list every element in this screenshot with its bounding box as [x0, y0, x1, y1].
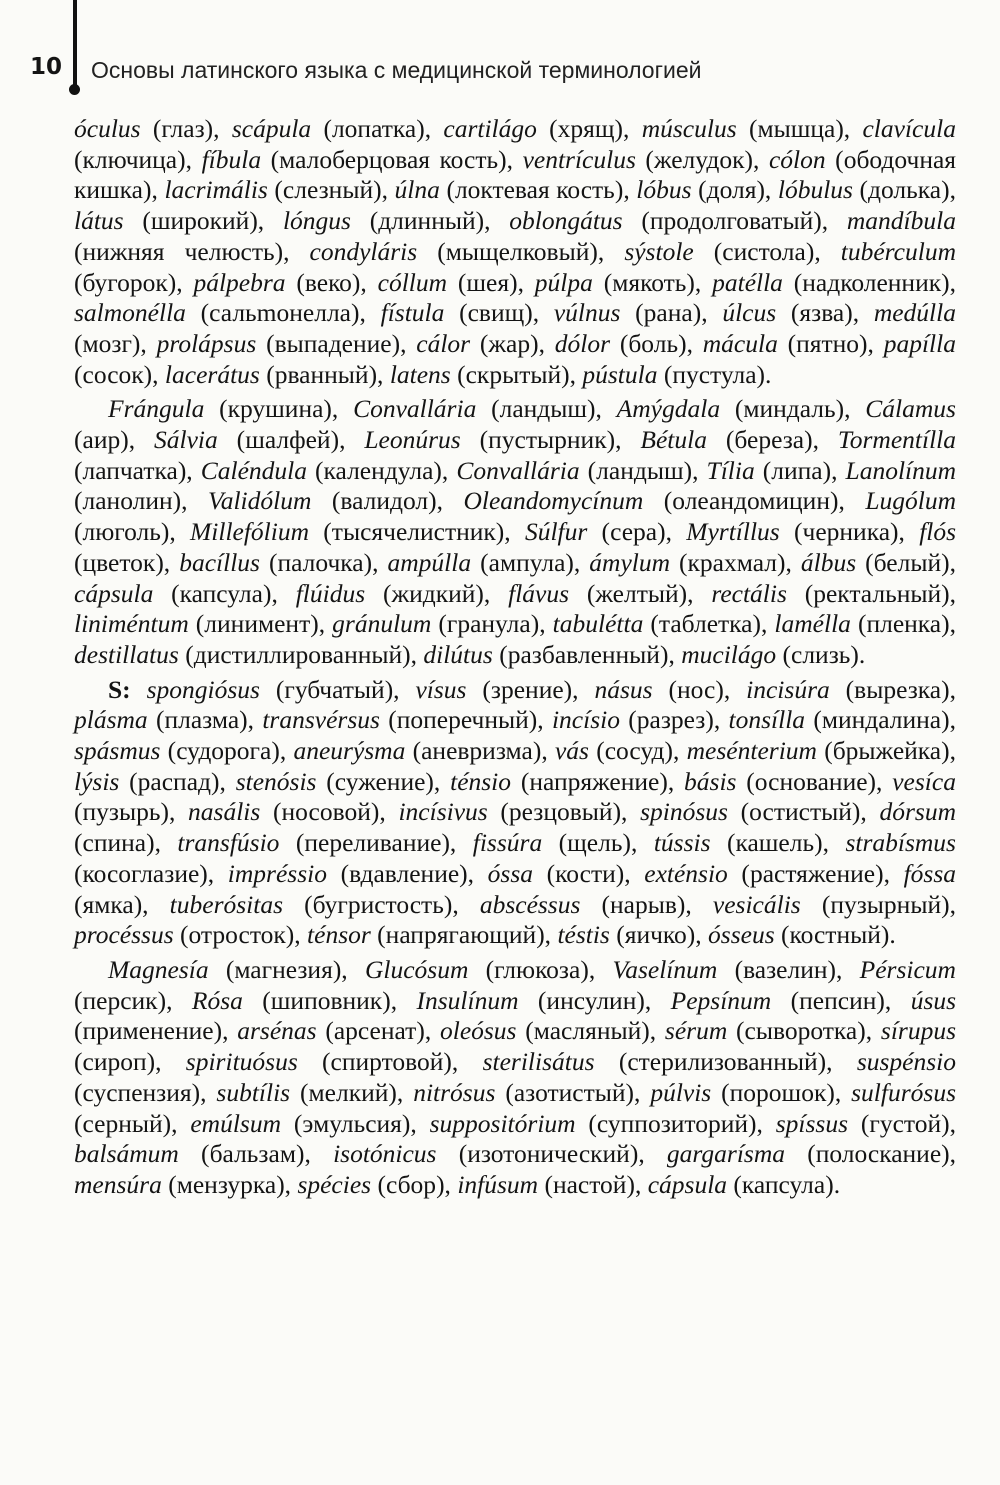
latin-term: vísus — [415, 674, 467, 704]
latin-term: sýstole — [624, 236, 694, 266]
latin-term: spásmus — [74, 736, 161, 766]
latin-term: fóssa — [903, 858, 957, 888]
russian-translation: основание — [754, 766, 868, 796]
latin-term: tubérculum — [840, 236, 956, 266]
latin-term: vesíca — [892, 766, 956, 796]
russian-translation: зрение — [490, 674, 564, 704]
latin-term: isotónicus — [333, 1139, 437, 1169]
russian-translation: малоберцовая кость — [279, 144, 499, 174]
latin-term: patélla — [712, 267, 783, 297]
russian-translation: брыжейка — [832, 736, 942, 766]
russian-translation: сироп — [82, 1047, 147, 1077]
russian-translation: кашель — [735, 828, 815, 858]
latin-term: Lugólum — [865, 486, 957, 516]
russian-translation: шея — [466, 267, 510, 297]
russian-translation: надколенник — [802, 267, 942, 297]
latin-term: fissúra — [472, 828, 543, 858]
latin-term: dórsum — [879, 797, 956, 827]
latin-term: mesénterium — [686, 736, 817, 766]
latin-term: incísio — [551, 705, 620, 735]
russian-translation: хрящ — [557, 114, 615, 143]
latin-term: incisúra — [746, 674, 830, 704]
latin-term: procéssus — [74, 920, 174, 950]
russian-translation: долька — [868, 175, 942, 205]
latin-term: násus — [594, 674, 653, 704]
latin-term: dólor — [554, 328, 611, 358]
latin-term: abscéssus — [479, 889, 581, 919]
russian-translation: суппозиторий — [596, 1108, 749, 1138]
latin-term: cóllum — [377, 267, 448, 297]
latin-term: spirituósus — [185, 1047, 298, 1077]
russian-translation: аневризма — [421, 736, 533, 766]
latin-term: suppositórium — [429, 1108, 576, 1138]
russian-translation: распад — [137, 766, 211, 796]
russian-translation: капсула — [179, 578, 263, 608]
latin-term: Cálamus — [865, 394, 956, 424]
latin-term: pústula — [582, 359, 658, 389]
russian-translation: крушина — [227, 394, 324, 424]
latin-term: lacrimális — [164, 175, 268, 205]
latin-term: pálpebra — [193, 267, 286, 297]
latin-term: Lanolínum — [845, 455, 957, 485]
russian-translation: персик — [82, 985, 158, 1015]
russian-translation: пленка — [866, 609, 942, 639]
latin-term: púlvis — [650, 1077, 712, 1107]
latin-term: sírupus — [880, 1016, 956, 1046]
russian-translation: жар — [488, 328, 531, 358]
latin-term: liniméntum — [74, 609, 189, 639]
russian-translation: календула — [323, 455, 434, 485]
russian-translation: рванный — [274, 359, 369, 389]
russian-translation: пустула — [672, 359, 757, 389]
latin-term: suspénsio — [856, 1047, 956, 1077]
latin-term: púlpa — [534, 267, 593, 297]
russian-translation: спина — [82, 828, 147, 858]
russian-translation: сосуд — [604, 736, 665, 766]
russian-translation: белый — [873, 547, 942, 577]
running-title: Основы латинского языка с медицинской терминологией — [91, 57, 702, 83]
russian-translation: нижняя челюсть — [82, 236, 275, 266]
russian-translation: вырезка — [854, 674, 942, 704]
latin-term: Convallária — [353, 394, 477, 424]
latin-term: impréssio — [227, 858, 327, 888]
latin-term: vesicális — [712, 889, 801, 919]
latin-term: cálor — [416, 328, 471, 358]
latin-term: Glucósum — [364, 954, 469, 984]
latin-term: básis — [684, 766, 737, 796]
latin-term: scápula — [231, 114, 312, 143]
russian-translation: доля — [706, 175, 757, 205]
latin-term: spinósus — [640, 797, 728, 827]
latin-term: lýsis — [74, 766, 120, 796]
latin-term: sulfurósus — [851, 1077, 956, 1107]
russian-translation: пепсин — [799, 985, 877, 1015]
latin-term: spíssus — [775, 1108, 849, 1138]
latin-term: mucilágo — [681, 639, 777, 669]
russian-translation: бугристость — [312, 889, 444, 919]
russian-translation: ректальный — [813, 578, 942, 608]
russian-translation: шалфей — [245, 425, 331, 455]
latin-term: plásma — [74, 705, 148, 735]
russian-translation: вазелин — [743, 954, 828, 984]
russian-translation: переливание — [304, 828, 442, 858]
russian-translation: полоскание — [815, 1139, 942, 1169]
russian-translation: мышца — [757, 114, 836, 143]
russian-translation: береза — [734, 425, 805, 455]
latin-term: úlna — [394, 175, 440, 205]
russian-translation: применение — [82, 1016, 214, 1046]
latin-term: músculus — [641, 114, 737, 143]
latin-term: ventrículus — [522, 144, 636, 174]
russian-translation: сальmонелла — [209, 298, 351, 328]
russian-translation: мыщелковый — [445, 236, 590, 266]
russian-translation: липа — [771, 455, 823, 485]
russian-translation: стерилизованный — [627, 1047, 818, 1077]
body-text — [74, 114, 956, 1201]
russian-translation: веко — [304, 267, 352, 297]
latin-term: ámylum — [589, 547, 671, 577]
section-label: S: — [108, 674, 131, 704]
russian-translation: шиповник — [270, 985, 383, 1015]
latin-term: Rósa — [191, 985, 243, 1015]
latin-term: sérum — [664, 1016, 728, 1046]
latin-term: cápsula — [647, 1169, 728, 1199]
russian-translation: густой — [869, 1108, 942, 1138]
latin-term: rectális — [711, 578, 787, 608]
russian-translation: язва — [799, 298, 845, 328]
russian-translation: отросток — [188, 920, 286, 950]
russian-translation: лопатка — [331, 114, 417, 143]
latin-term: strabísmus — [845, 828, 956, 858]
russian-translation: желтый — [595, 578, 679, 608]
latin-term: spécies — [297, 1169, 372, 1199]
russian-translation: боль — [628, 328, 679, 358]
latin-term: óculus — [74, 114, 141, 143]
latin-term: balsámum — [74, 1139, 179, 1169]
russian-translation: яичко — [624, 920, 687, 950]
latin-term: ténsio — [450, 766, 512, 796]
russian-translation: напряжение — [529, 766, 660, 796]
latin-term: dilútus — [423, 639, 493, 669]
latin-term: Vaselínum — [612, 954, 718, 984]
latin-term: prolápsus — [156, 328, 257, 358]
russian-translation: бугорок — [82, 267, 168, 297]
latin-term: álbus — [800, 547, 857, 577]
latin-term: Caléndula — [200, 455, 307, 485]
russian-translation: крахмал — [687, 547, 777, 577]
latin-term: nasális — [188, 797, 261, 827]
russian-translation: азотистый — [513, 1077, 626, 1107]
russian-translation: инсулин — [546, 985, 637, 1015]
russian-translation: суспензия — [82, 1077, 192, 1107]
russian-translation: поперечный — [396, 705, 529, 735]
header-rule — [73, 0, 77, 88]
russian-translation: гранула — [446, 609, 531, 639]
russian-translation: напрягающий — [385, 920, 537, 950]
latin-term: laméllа — [774, 609, 851, 639]
latin-term: tuberósitas — [169, 889, 284, 919]
russian-translation: сера — [610, 517, 658, 547]
latin-term: fíbula — [201, 144, 262, 174]
russian-translation: нарыв — [610, 889, 677, 919]
russian-translation: судорога — [176, 736, 272, 766]
russian-translation: валидол — [340, 486, 429, 516]
latin-term: salmonélla — [74, 298, 186, 328]
russian-translation: губчатый — [284, 674, 385, 704]
russian-translation: таблетка — [658, 609, 753, 639]
latin-term: flúidus — [295, 578, 366, 608]
latin-term: subtílis — [216, 1077, 291, 1107]
latin-term: flós — [919, 517, 957, 547]
russian-translation: свищ — [467, 298, 525, 328]
page-number: 10 — [30, 54, 63, 80]
russian-translation: аир — [82, 425, 121, 455]
russian-translation: носовой — [281, 797, 371, 827]
latin-term: Magnesía — [108, 954, 209, 984]
russian-translation: мензурка — [176, 1169, 277, 1199]
russian-translation: косоглазие — [82, 858, 200, 888]
latin-term: cólon — [768, 144, 826, 174]
latin-term: Convallária — [456, 455, 580, 485]
latin-term: lóbulus — [777, 175, 853, 205]
latin-term: Frángula — [108, 394, 205, 424]
latin-term: exténsio — [644, 858, 728, 888]
latin-term: Sálvia — [154, 425, 218, 455]
latin-term: úlcus — [722, 298, 777, 328]
russian-translation: палочка — [277, 547, 364, 577]
latin-term: Pepsínum — [670, 985, 772, 1015]
russian-translation: вдавление — [349, 858, 460, 888]
russian-translation: магнезия — [234, 954, 333, 984]
russian-translation: изотонический — [467, 1139, 630, 1169]
russian-translation: дистиллированный — [193, 639, 403, 669]
russian-translation: сужение — [334, 766, 426, 796]
latin-term: tonsílla — [728, 705, 806, 735]
latin-term: mensúra — [74, 1169, 162, 1199]
latin-term: látus — [74, 206, 124, 236]
latin-term: gargarísma — [666, 1139, 785, 1169]
latin-term: Tormentílla — [837, 425, 957, 455]
latin-term: flávus — [508, 578, 570, 608]
russian-translation: капсула — [741, 1169, 826, 1199]
latin-term: ósseus — [708, 920, 775, 950]
latin-term: gránulum — [332, 609, 432, 639]
latin-term: vás — [554, 736, 589, 766]
latin-term: clavícula — [862, 114, 956, 143]
latin-term: infúsum — [457, 1169, 539, 1199]
russian-translation: сбор — [385, 1169, 437, 1199]
russian-translation: растяжение — [749, 858, 876, 888]
latin-term: Amýgdala — [616, 394, 721, 424]
russian-translation: скрытый — [465, 359, 562, 389]
glossary-paragraph: Magnesía (магнезия), Glucósum (глюкоза), Vaselínum (вазелин), Pérsicum (персик), Rósa (шиповник), Insulínum (инсулин), Pepsínum (пепсин), úsus (применение), arsénas (арсенат), oleósus (масляный), sérum (сыворотка), sírupus (сироп), spirituósus (спиртовой), sterilisátus (стерилизованный), suspénsio (суспензия), subtílis (мелкий), nitrósus (азотистый), púlvis (порошок), sulfurósus (серный), emúlsum (эмульсия), suppositórium (суппозиторий), spíssus (густой), balsámum (бальзам), isotónicus (изотонический), gargarísma (полоскание), mensúra (мензурка), spécies (сбор), infúsum (настой), cápsula (капсула). — [74, 954, 957, 1199]
latin-term: lóbus — [636, 175, 692, 205]
latin-term: Oleandomycínum — [463, 486, 644, 516]
latin-term: téstis — [557, 920, 610, 950]
latin-term: stenósis — [235, 766, 317, 796]
russian-translation: ампула — [488, 547, 566, 577]
latin-term: transvérsus — [262, 705, 380, 735]
latin-term: papílla — [883, 328, 956, 358]
russian-translation: черника — [802, 517, 891, 547]
header-dot — [69, 84, 80, 95]
latin-term: spongiósus — [146, 674, 260, 704]
glossary-paragraph: S: spongiósus (губчатый), vísus (зрение), násus (нос), incisúra (вырезка), plásma (плазма), transvérsus (поперечный), incísio (разрез), tonsílla (миндалина), spásmus (судорога), aneurýsma (аневризма), vás (сосуд), mesénterium (брыжейка), lýsis (распад), stenósis (сужение), ténsio (напряжение), básis (основание), vesíca (пузырь), nasális (носовой), incísivus (резцовый), spinósus (остистый), dórsum (спина), transfúsio (переливание), fissúra (щель), tússis (кашель), strabísmus (косоглазие), impréssio (вдавление), óssa (кости), exténsio (растяжение), fóssa (ямка), tuberósitas (бугристость), abscéssus (нарыв), vesicális (пузырный), procéssus (отросток), ténsor (напрягающий), téstis (яичко), ósseus (костный). — [74, 674, 957, 950]
latin-term: lóngus — [282, 206, 351, 236]
latin-term: Leonúrus — [364, 425, 461, 455]
russian-translation: кости — [555, 858, 616, 888]
russian-translation: мякоть — [612, 267, 687, 297]
russian-translation: разбавленный — [507, 639, 660, 669]
latin-term: oleósus — [439, 1016, 517, 1046]
latin-term: fístula — [380, 298, 445, 328]
russian-translation: бальзам — [209, 1139, 296, 1169]
latin-term: Pérsicum — [859, 954, 956, 984]
russian-translation: пятно — [796, 328, 860, 358]
latin-term: vúlnus — [553, 298, 621, 328]
latin-term: sterilisátus — [482, 1047, 595, 1077]
russian-translation: мелкий — [308, 1077, 389, 1107]
russian-translation: глаз — [161, 114, 205, 143]
russian-translation: желудок — [653, 144, 745, 174]
russian-translation: лапчатка — [82, 455, 178, 485]
latin-term: ampúlla — [387, 547, 472, 577]
russian-translation: разрез — [636, 705, 706, 735]
latin-term: destillatus — [74, 639, 179, 669]
russian-translation: костный — [789, 920, 881, 950]
latin-term: emúlsum — [190, 1108, 282, 1138]
russian-translation: тысячелистник — [331, 517, 496, 547]
latin-term: cápsula — [74, 578, 154, 608]
russian-translation: эмульсия — [302, 1108, 402, 1138]
latin-term: óssa — [487, 858, 534, 888]
russian-translation: выпадение — [274, 328, 392, 358]
russian-translation: систола — [722, 236, 806, 266]
latin-term: latens — [389, 359, 451, 389]
russian-translation: спиртовой — [330, 1047, 444, 1077]
russian-translation: продолговатый — [649, 206, 814, 236]
russian-translation: арсенат — [333, 1016, 417, 1046]
latin-term: transfúsio — [177, 828, 280, 858]
latin-term: medúlla — [873, 298, 956, 328]
latin-term: oblongátus — [509, 206, 623, 236]
latin-term: Millefólium — [190, 517, 310, 547]
russian-translation: масляный — [533, 1016, 642, 1046]
latin-term: tabulétta — [552, 609, 644, 639]
russian-translation: слизь — [791, 639, 851, 669]
latin-term: cartilágo — [443, 114, 537, 143]
russian-translation: длинный — [378, 206, 476, 236]
russian-translation: пустырник — [488, 425, 607, 455]
russian-translation: широкий — [150, 206, 250, 236]
russian-translation: щель — [567, 828, 623, 858]
russian-translation: сыворотка — [744, 1016, 858, 1046]
russian-translation: ландыш — [499, 394, 588, 424]
russian-translation: резцовый — [508, 797, 613, 827]
russian-translation: ободочная кишка — [74, 144, 957, 205]
latin-term: Myrtíllus — [686, 517, 780, 547]
russian-translation: ланолин — [82, 486, 173, 516]
russian-translation: олеандомицин — [672, 486, 830, 516]
russian-translation: локтевая кость — [454, 175, 615, 205]
latin-term: tússis — [653, 828, 711, 858]
russian-translation: пузырь — [82, 797, 161, 827]
latin-term: Bétula — [640, 425, 707, 455]
glossary-paragraph: Frángula (крушина), Convallária (ландыш), Amýgdala (миндаль), Cálamus (аир), Sálvia (шалфей), Leonúrus (пустырник), Bétula (береза), Tormentílla (лапчатка), Caléndula (календула), Convallária (ландыш), Tília (липа), Lanolínum (ланолин), Validólum (валидол), Oleandomycínum (олеандомицин), Lugólum (люголь), Millefólium (тысячелистник), Súlfur (сера), Myrtíllus (черника), flós (цветок), bacíllus (палочка), ampúlla (ампула), ámylum (крахмал), álbus (белый), cápsula (капсула), flúidus (жидкий), flávus (желтый), rectális (ректальный), liniméntum (линимент), gránulum (гранула), tabulétta (таблетка), laméllа (пленка), destillatus (дистиллированный), dilútus (разбавленный), mucilágo (слизь). — [74, 394, 957, 669]
russian-translation: плазма — [164, 705, 240, 735]
latin-term: Insulínum — [416, 985, 519, 1015]
russian-translation: остистый — [749, 797, 852, 827]
russian-translation: серный — [82, 1108, 163, 1138]
russian-translation: настой — [552, 1169, 627, 1199]
latin-term: incísivus — [398, 797, 488, 827]
russian-translation: миндаль — [743, 394, 836, 424]
russian-translation: миндалина — [821, 705, 942, 735]
latin-term: ténsor — [307, 920, 371, 950]
latin-term: condyláris — [309, 236, 418, 266]
russian-translation: люголь — [82, 517, 161, 547]
russian-translation: пузырный — [830, 889, 942, 919]
latin-term: aneurýsma — [293, 736, 406, 766]
latin-term: arsénas — [237, 1016, 317, 1046]
latin-term: lacerátus — [164, 359, 260, 389]
latin-term: bacíllus — [179, 547, 260, 577]
latin-term: Súlfur — [524, 517, 588, 547]
russian-translation: сосок — [82, 359, 144, 389]
glossary-paragraph: óculus (глаз), scápula (лопатка), cartilágo (хрящ), músculus (мышца), clavícula (ключица), fíbula (малоберцовая кость), ventrículus (желудок), cólon (ободочная кишка), lacrimális (слезный), úlna (локтевая кость), lóbus (доля), lóbulus (долька), látus (широкий), lóngus (длинный), oblongátus (продолговатый), mandíbula (нижняя челюсть), condyláris (мыщелковый), sýstole (систола), tubérculum (бугорок), pálpebra (веко), cóllum (шея), púlpa (мякоть), patélla (надколенник), salmonélla (сальmонелла), fístula (свищ), vúlnus (рана), úlcus (язва), medúlla (мозг), prolápsus (выпадение), cálor (жар), dólor (боль), mácula (пятно), papílla (сосок), lacerátus (рванный), latens (скрытый), pústula (пустула). — [74, 114, 957, 389]
russian-translation: глюкоза — [494, 954, 581, 984]
russian-translation: нос — [677, 674, 716, 704]
russian-translation: рана — [643, 298, 693, 328]
russian-translation: слезный — [282, 175, 374, 205]
russian-translation: жидкий — [391, 578, 476, 608]
latin-term: nitrósus — [413, 1077, 496, 1107]
latin-term: Validólum — [207, 486, 312, 516]
latin-term: mandíbula — [846, 206, 956, 236]
latin-term: úsus — [910, 985, 957, 1015]
latin-term: mácula — [702, 328, 778, 358]
russian-translation: ямка — [82, 889, 134, 919]
russian-translation: мозг — [82, 328, 132, 358]
russian-translation: ключица — [82, 144, 178, 174]
russian-translation: линимент — [204, 609, 311, 639]
russian-translation: порошок — [729, 1077, 827, 1107]
latin-term: Tília — [706, 455, 755, 485]
russian-translation: ландыш — [596, 455, 684, 485]
russian-translation: цветок — [82, 547, 156, 577]
